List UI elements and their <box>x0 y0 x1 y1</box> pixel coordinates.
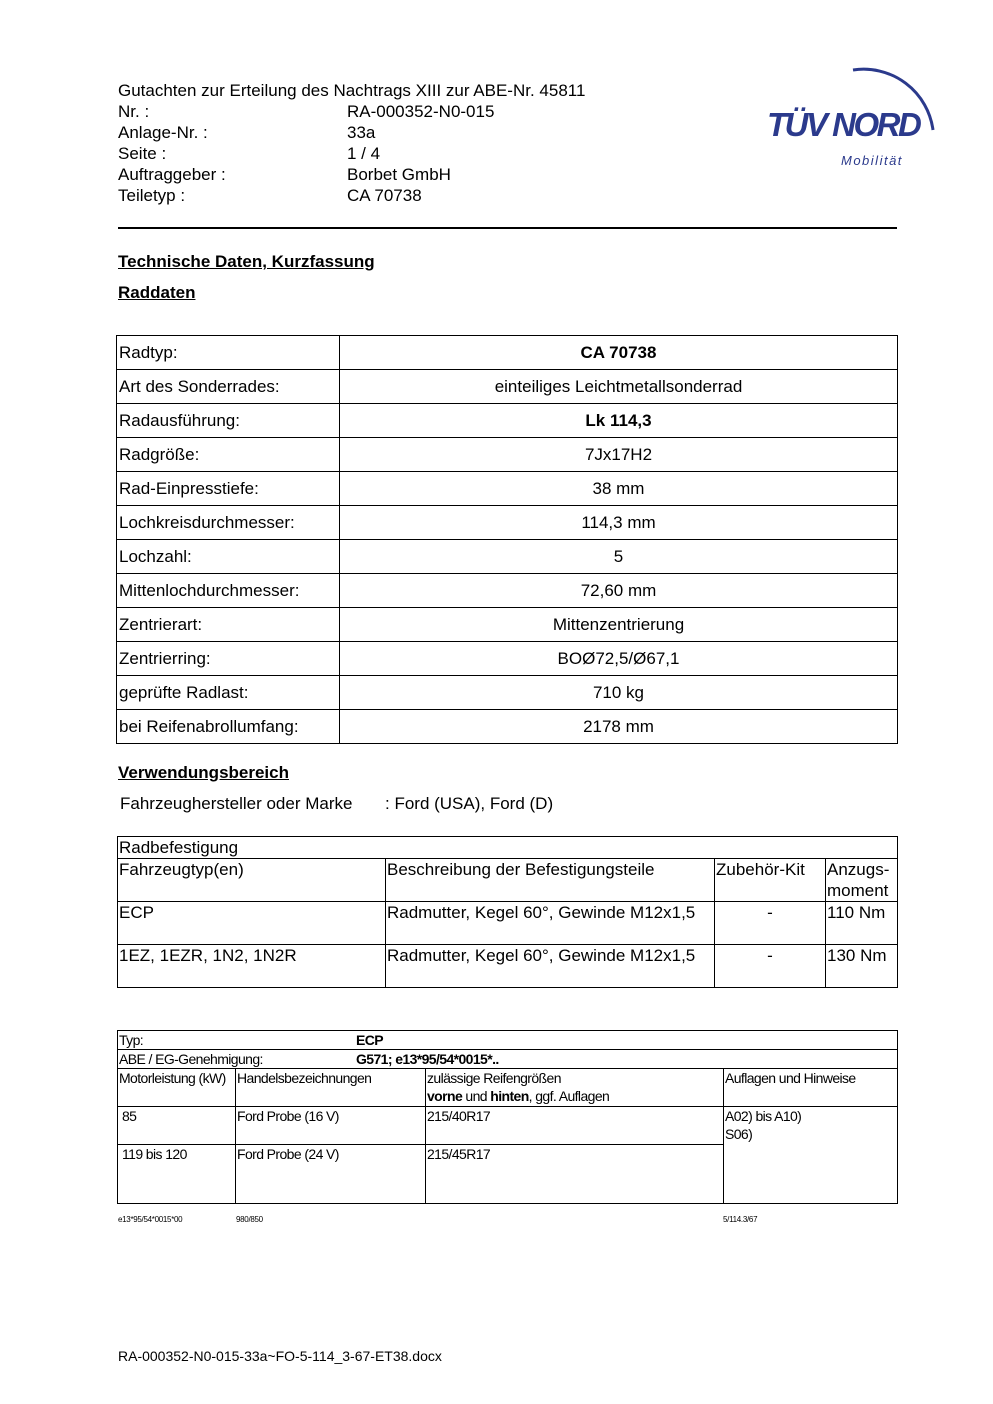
table-cell: 215/40R17 <box>426 1107 724 1145</box>
typ-value: ECP <box>356 1032 383 1048</box>
table-cell: Ford Probe (16 V) <box>236 1107 426 1145</box>
table-row <box>117 404 898 438</box>
tires-header-line: zulässige Reifengrößen <box>427 1070 561 1086</box>
row-value: 5 <box>340 540 898 574</box>
header-divider <box>118 227 897 229</box>
logo-sub-text: Mobilität <box>841 153 903 168</box>
table-row <box>117 710 898 744</box>
row-label: Lochkreisdurchmesser: <box>117 506 340 540</box>
fastening-title: Radbefestigung <box>118 837 898 859</box>
row-value: 114,3 mm <box>340 506 898 540</box>
row-label: geprüfte Radlast: <box>117 676 340 710</box>
column-header: Anzugs- moment <box>826 859 898 902</box>
header-row-auftraggeber <box>118 164 585 185</box>
table-cell: - <box>715 945 826 988</box>
abe-label: ABE / EG-Genehmigung: <box>119 1051 263 1067</box>
manufacturer-value: : Ford (USA), Ford (D) <box>385 794 554 813</box>
small-code-bolt: 5/114.3/67 <box>723 1215 758 1224</box>
column-header: Beschreibung der Befestigungsteile <box>386 859 715 902</box>
table-row <box>118 1031 898 1050</box>
table-cell: Radmutter, Kegel 60°, Gewinde M12x1,5 <box>386 902 715 945</box>
row-value: Lk 114,3 <box>340 404 898 438</box>
table-row <box>118 945 898 988</box>
vehicle-table <box>117 1030 898 1204</box>
column-header: Fahrzeugtyp(en) <box>118 859 386 902</box>
column-header: Handelsbezeichnungen <box>236 1069 426 1107</box>
footer-filename: RA-000352-N0-015-33a~FO-5-114_3-67-ET38.docx <box>118 1348 442 1364</box>
table-cell: Radmutter, Kegel 60°, Gewinde M12x1,5 <box>386 945 715 988</box>
abe-value: G571; e13*95/54*0015*.. <box>356 1051 499 1067</box>
header-value: 33a <box>347 123 376 142</box>
row-label: Radausführung: <box>117 404 340 438</box>
header-row-teiletyp <box>118 185 585 206</box>
row-value: 710 kg <box>340 676 898 710</box>
row-label: Rad-Einpresstiefe: <box>117 472 340 506</box>
table-cell: 85 <box>118 1107 236 1145</box>
table-row <box>117 506 898 540</box>
tuv-nord-logo <box>765 58 945 173</box>
section-title-usage: Verwendungsbereich <box>118 763 289 782</box>
header-label: Anlage-Nr. : <box>118 123 208 142</box>
header-value: Borbet GmbH <box>347 165 451 184</box>
table-row <box>118 1050 898 1069</box>
header-label: Seite : <box>118 144 167 163</box>
typ-label: Typ: <box>119 1032 144 1048</box>
table-cell: 110 Nm <box>826 902 898 945</box>
tires-header-rear: hinten <box>490 1088 529 1104</box>
table-cell: 215/45R17 <box>426 1145 724 1204</box>
table-cell: ECP <box>118 902 386 945</box>
row-label: Lochzahl: <box>117 540 340 574</box>
fastening-table <box>117 836 898 988</box>
abe-cell <box>118 1050 898 1069</box>
notes-cell: A02) bis A10) S06) <box>724 1107 898 1204</box>
row-label: Radtyp: <box>117 336 340 370</box>
column-header: Motorleistung (kW) <box>118 1069 236 1107</box>
table-row <box>117 540 898 574</box>
table-row <box>117 370 898 404</box>
table-row <box>117 574 898 608</box>
table-row <box>118 837 898 859</box>
report-title: Gutachten zur Erteilung des Nachtrags XIII zur ABE-Nr. 45811 <box>118 81 586 100</box>
table-row <box>117 608 898 642</box>
section-title-technical: Technische Daten, Kurzfassung <box>118 252 375 271</box>
table-row <box>117 676 898 710</box>
column-header-tires <box>426 1069 724 1107</box>
row-value: 38 mm <box>340 472 898 506</box>
row-value: Mittenzentrierung <box>340 608 898 642</box>
header-label: Nr. : <box>118 102 150 121</box>
row-value: 72,60 mm <box>340 574 898 608</box>
table-cell: 130 Nm <box>826 945 898 988</box>
row-label: Radgröße: <box>117 438 340 472</box>
header-row-anlage <box>118 122 585 143</box>
row-value: 2178 mm <box>340 710 898 744</box>
wheel-data-table <box>116 335 898 744</box>
row-label: bei Reifenabrollumfang: <box>117 710 340 744</box>
logo-arc-icon <box>765 58 945 173</box>
table-row <box>118 902 898 945</box>
row-value: einteiliges Leichtmetallsonderrad <box>340 370 898 404</box>
table-row <box>117 438 898 472</box>
table-cell: - <box>715 902 826 945</box>
header-label: Teiletyp : <box>118 186 186 205</box>
row-value: BOØ72,5/Ø67,1 <box>340 642 898 676</box>
table-row <box>117 472 898 506</box>
row-label: Art des Sonderrades: <box>117 370 340 404</box>
row-label: Zentrierart: <box>117 608 340 642</box>
table-header-row <box>118 1069 898 1107</box>
manufacturer-label: Fahrzeughersteller oder Marke <box>120 794 353 813</box>
typ-cell <box>118 1031 898 1050</box>
table-cell: Ford Probe (24 V) <box>236 1145 426 1204</box>
header-value: RA-000352-N0-015 <box>347 102 495 121</box>
row-value: CA 70738 <box>340 336 898 370</box>
table-row <box>118 1107 898 1145</box>
table-row <box>117 336 898 370</box>
header-row-seite <box>118 143 585 164</box>
small-code-approval: e13*95/54*0015*00 <box>118 1215 183 1224</box>
table-header-row <box>118 859 898 902</box>
logo-brand-text: TÜV NORD <box>767 106 920 143</box>
tires-header-end: , ggf. Auflagen <box>528 1088 610 1104</box>
header-row-nr <box>118 101 585 122</box>
header-value: CA 70738 <box>347 186 422 205</box>
row-label: Mittenlochdurchmesser: <box>117 574 340 608</box>
header-label: Auftraggeber : <box>118 165 226 184</box>
column-header: Auflagen und Hinweise <box>724 1069 898 1107</box>
row-value: 7Jx17H2 <box>340 438 898 472</box>
section-title-wheel-data: Raddaten <box>118 283 196 302</box>
report-header <box>118 80 585 206</box>
tires-header-and: und <box>462 1088 491 1104</box>
header-value: 1 / 4 <box>347 144 381 163</box>
table-row <box>117 642 898 676</box>
tires-header-front: vorne <box>427 1088 463 1104</box>
column-header: Zubehör-Kit <box>715 859 826 902</box>
table-cell: 119 bis 120 <box>118 1145 236 1204</box>
table-cell: 1EZ, 1EZR, 1N2, 1N2R <box>118 945 386 988</box>
small-code-load: 980/850 <box>236 1215 263 1224</box>
manufacturer-line <box>120 794 553 814</box>
row-label: Zentrierring: <box>117 642 340 676</box>
